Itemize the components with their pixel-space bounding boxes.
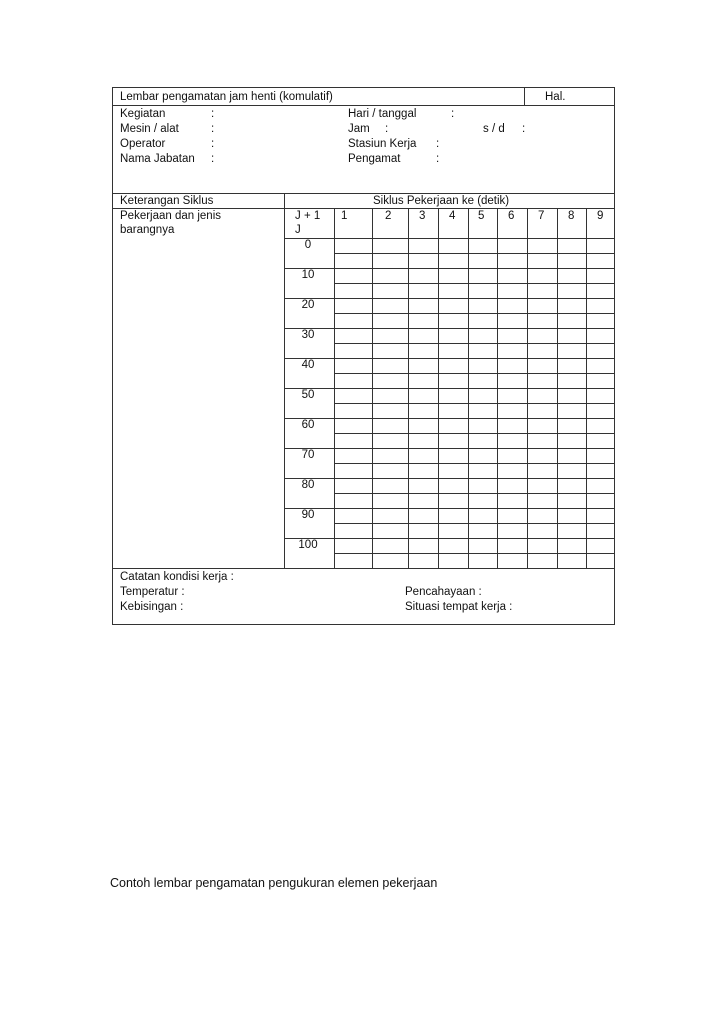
grid-row-rule: [284, 328, 614, 329]
grid-row-rule: [284, 538, 614, 539]
title-rule: [113, 105, 614, 106]
grid-row-rule: [334, 403, 614, 404]
grid-row-rule: [284, 268, 614, 269]
row-label: 80: [301, 479, 315, 491]
row-label: 70: [301, 449, 315, 461]
grid-row-rule: [334, 343, 614, 344]
row-label: 0: [304, 239, 312, 251]
field-label-jam: Jam: [348, 123, 370, 135]
cycle-header-1: 1: [341, 210, 348, 222]
cycle-header-9: 9: [597, 210, 604, 222]
field-sep: :: [436, 153, 440, 165]
job-label-line2: barangnya: [120, 224, 175, 236]
field-label-kegiatan: Kegiatan: [120, 108, 166, 120]
cycle-header-2: 2: [385, 210, 392, 222]
grid-row-rule: [334, 463, 614, 464]
field-label-operator: Operator: [120, 138, 166, 150]
field-sep: :: [436, 138, 440, 150]
grid-row-rule: [284, 298, 614, 299]
grid-row-rule: [334, 493, 614, 494]
title-divider: [524, 88, 525, 105]
grid-row-rule: [284, 238, 614, 239]
cycle-header-7: 7: [538, 210, 545, 222]
row-label: 100: [298, 539, 318, 551]
form-title: Lembar pengamatan jam henti (komulatif): [120, 91, 333, 103]
cycle-header-5: 5: [478, 210, 485, 222]
keterangan-siklus-header: Keterangan Siklus: [120, 195, 214, 207]
grid-row-rule: [284, 418, 614, 419]
grid-row-rule: [284, 448, 614, 449]
page-label: Hal.: [545, 91, 566, 103]
grid-row-rule: [334, 433, 614, 434]
row-label: 50: [301, 389, 315, 401]
cycle-header-8: 8: [568, 210, 575, 222]
field-label-jabatan: Nama Jabatan: [120, 153, 195, 165]
row-label: 90: [301, 509, 315, 521]
row-label: 40: [301, 359, 315, 371]
cycle-header-4: 4: [449, 210, 456, 222]
field-label-stasiun: Stasiun Kerja: [348, 138, 417, 150]
field-label-pengamat: Pengamat: [348, 153, 401, 165]
field-sep: :: [522, 123, 526, 135]
observation-form: [112, 87, 615, 625]
grid-col-divider: [284, 193, 285, 568]
situasi-label: Situasi tempat kerja :: [405, 601, 513, 613]
row-label: 30: [301, 329, 315, 341]
grid-row-rule: [334, 313, 614, 314]
field-sep: :: [211, 108, 215, 120]
field-label-hari: Hari / tanggal: [348, 108, 417, 120]
grid-row-rule: [284, 358, 614, 359]
row-label: 60: [301, 419, 315, 431]
pencahayaan-label: Pencahayaan :: [405, 586, 482, 598]
j-header-line1: J + 1: [295, 210, 321, 222]
grid-row-rule: [334, 553, 614, 554]
field-label-sd: s / d: [483, 123, 505, 135]
grid-row-rule: [284, 478, 614, 479]
conditions-title: Catatan kondisi kerja :: [120, 571, 234, 583]
siklus-header: Siklus Pekerjaan ke (detik): [373, 195, 510, 207]
field-sep: :: [385, 123, 389, 135]
row-label: 20: [301, 299, 315, 311]
grid-row-rule: [284, 388, 614, 389]
grid-row-rule: [334, 373, 614, 374]
field-sep: :: [211, 123, 215, 135]
temperatur-label: Temperatur :: [120, 586, 185, 598]
job-label-line1: Pekerjaan dan jenis: [120, 210, 222, 222]
grid-row-rule: [113, 208, 614, 209]
grid-row-rule: [113, 568, 614, 569]
field-label-mesin: Mesin / alat: [120, 123, 179, 135]
grid-row-rule: [334, 253, 614, 254]
field-sep: :: [211, 153, 215, 165]
kebisingan-label: Kebisingan :: [120, 601, 184, 613]
figure-caption: Contoh lembar pengamatan pengukuran elemen pekerjaan: [110, 876, 438, 890]
grid-row-rule: [334, 523, 614, 524]
field-sep: :: [211, 138, 215, 150]
grid-row-rule: [284, 508, 614, 509]
field-sep: :: [451, 108, 455, 120]
grid-row-rule: [334, 283, 614, 284]
cycle-header-3: 3: [419, 210, 426, 222]
cycle-header-6: 6: [508, 210, 515, 222]
j-header-line2: J: [295, 224, 301, 236]
row-label: 10: [301, 269, 315, 281]
